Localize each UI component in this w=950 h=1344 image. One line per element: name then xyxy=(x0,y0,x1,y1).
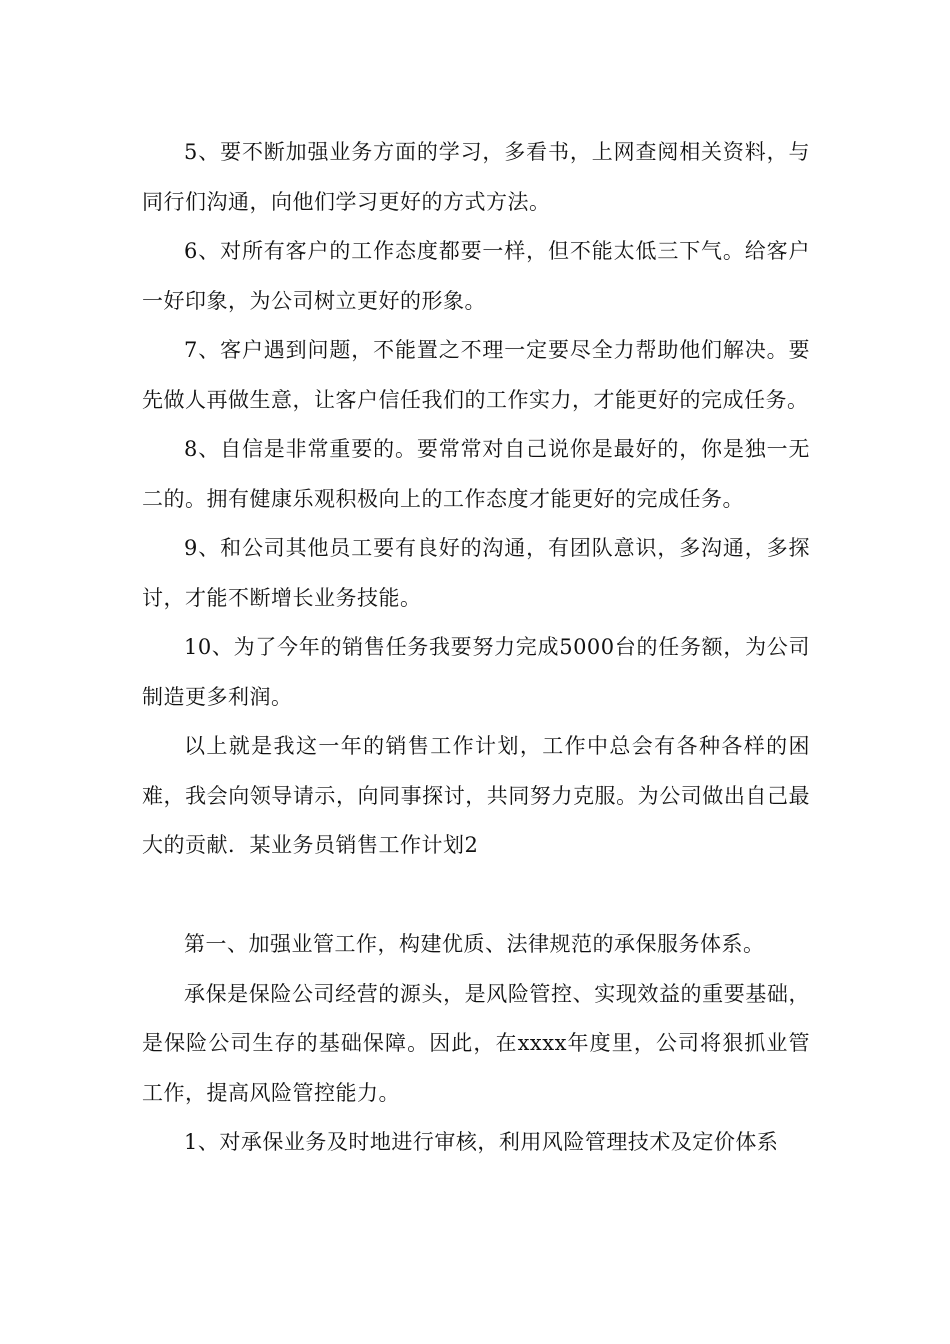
section-heading: 第一、加强业管工作，构建优质、法律规范的承保服务体系。 xyxy=(184,932,765,956)
document-body xyxy=(142,128,810,1168)
paragraph-item-6: 6、对所有客户的工作态度都要一样，但不能太低三下气。给客户一好印象，为公司树立更好的形象。 xyxy=(142,239,810,313)
paragraph-item-5: 5、要不断加强业务方面的学习，多看书，上网查阅相关资料，与同行们沟通，向他们学习更好的方式方法。 xyxy=(142,140,810,214)
paragraph-summary: 以上就是我这一年的销售工作计划，工作中总会有各种各样的困难，我会向领导请示，向同事探讨，共同努力克服。为公司做出自己最大的贡献．某业务员销售工作计划2 xyxy=(142,734,810,857)
paragraph-item-10: 10、为了今年的销售任务我要努力完成5000台的任务额，为公司制造更多利润。 xyxy=(142,635,810,709)
paragraph-underwriting: 承保是保险公司经营的源头，是风险管控、实现效益的重要基础，是保险公司生存的基础保障。因此，在xxxx年度里，公司将狠抓业管工作，提高风险管控能力。 xyxy=(142,981,810,1105)
paragraph-item-9: 9、和公司其他员工要有良好的沟通，有团队意识，多沟通，多探讨，才能不断增长业务技能。 xyxy=(142,536,810,610)
paragraph-spacer xyxy=(142,871,810,921)
paragraph-item-8: 8、自信是非常重要的。要常常对自己说你是最好的，你是独一无二的。拥有健康乐观积极向上的工作态度才能更好的完成任务。 xyxy=(142,437,810,511)
paragraph-item-1: 1、对承保业务及时地进行审核，利用风险管理技术及定价体系 xyxy=(184,1130,779,1154)
paragraph-item-7: 7、客户遇到问题，不能置之不理一定要尽全力帮助他们解决。要先做人再做生意，让客户信任我们的工作实力，才能更好的完成任务。 xyxy=(142,338,810,412)
